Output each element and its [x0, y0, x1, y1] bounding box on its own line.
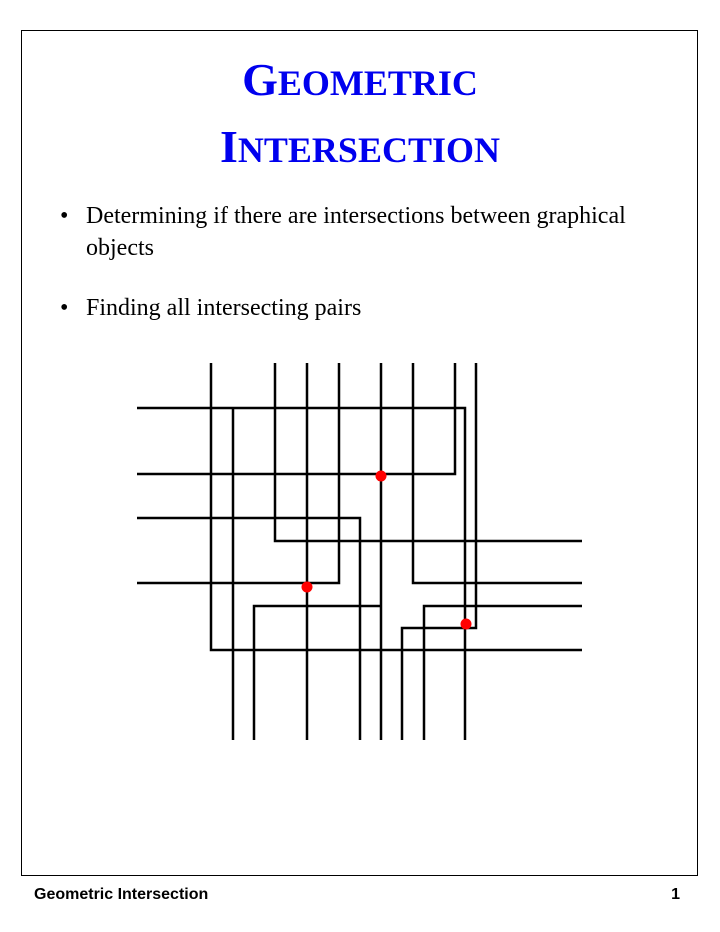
bullet-text: Determining if there are intersections between graphical objects [86, 203, 626, 261]
segment-13 [424, 606, 582, 740]
bullet-text: Finding all intersecting pairs [86, 295, 362, 321]
bullet-icon: • [60, 295, 69, 321]
page-number: 1 [671, 886, 680, 903]
segment-group [137, 363, 582, 740]
segment-2 [275, 363, 582, 541]
footer-title: Geometric Intersection [34, 886, 209, 903]
intersection-point [302, 582, 313, 593]
segment-10 [137, 518, 360, 740]
title-line-2: INTERSECTION [220, 121, 500, 172]
segment-9 [137, 408, 465, 740]
title-line-1: GEOMETRIC [242, 54, 478, 105]
segment-7 [137, 363, 455, 474]
intersection-point [376, 471, 387, 482]
bullet-icon: • [60, 203, 69, 229]
intersection-point [461, 619, 472, 630]
segment-12 [254, 606, 381, 740]
